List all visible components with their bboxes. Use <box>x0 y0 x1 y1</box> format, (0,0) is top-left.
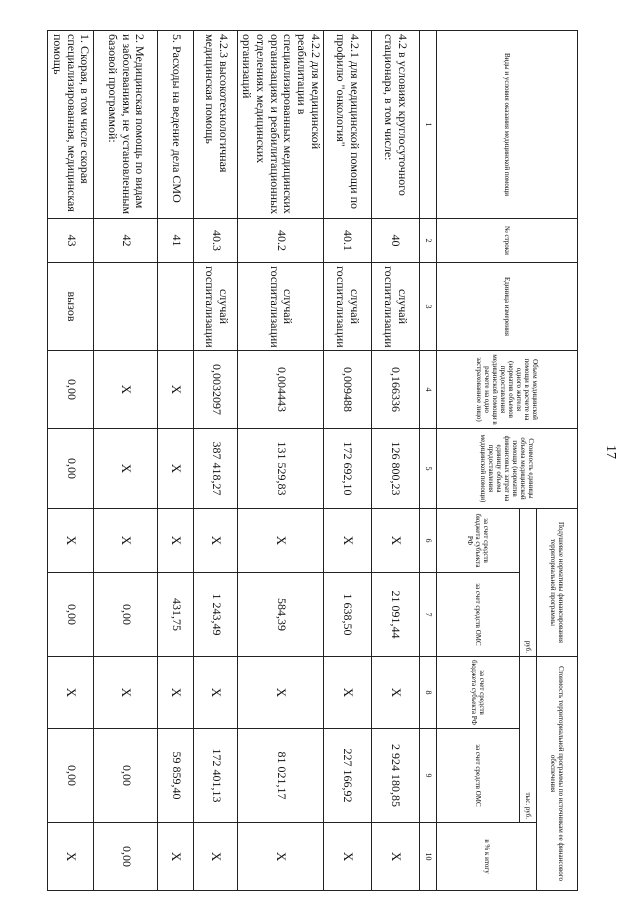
table-row <box>372 31 420 891</box>
col-number: 9 <box>420 729 437 823</box>
row-line: 43 <box>48 219 94 263</box>
header-budget-norm: за счет средств бюджета субъекта РФ <box>437 509 520 573</box>
row-line: 40.3 <box>194 219 238 263</box>
row-unit <box>94 263 158 351</box>
header-line: № строки <box>437 219 578 263</box>
row-volume: 0,009488 <box>324 351 372 429</box>
row-volume: X <box>94 351 158 429</box>
col-number: 6 <box>420 509 437 573</box>
row-percent: X <box>324 823 372 891</box>
row-volume: 0,004443 <box>238 351 324 429</box>
row-budget-cost: X <box>194 657 238 729</box>
row-budget-cost: X <box>324 657 372 729</box>
row-unit: вызов <box>48 263 94 351</box>
row-budget-norm: X <box>158 509 194 573</box>
row-oms-cost: 59 859,40 <box>158 729 194 823</box>
row-oms-norm: 0,00 <box>94 573 158 657</box>
col-number: 10 <box>420 823 437 891</box>
header-oms-cost: за счет средств ОМС <box>437 729 520 823</box>
row-unit: случай госпитализации <box>372 263 420 351</box>
header-unit-thousand: тыс. руб. <box>520 657 537 823</box>
header-percent: в % к итогу <box>437 823 537 891</box>
table-row <box>238 31 324 891</box>
row-oms-cost: 81 021,17 <box>238 729 324 823</box>
row-percent: X <box>194 823 238 891</box>
row-oms-cost: 172 401,13 <box>194 729 238 823</box>
table-row <box>324 31 372 891</box>
header-oms-norm: за счет средств ОМС <box>437 573 520 657</box>
row-budget-norm: X <box>94 509 158 573</box>
table-row <box>158 31 194 891</box>
header-group-norms: Подушевые нормативы финансирования территориальной программы <box>537 509 578 657</box>
col-number: 5 <box>420 429 437 509</box>
row-unit: случай госпитализации <box>194 263 238 351</box>
row-line: 40.1 <box>324 219 372 263</box>
page-number: 17 <box>603 445 618 459</box>
col-number: 2 <box>420 219 437 263</box>
header-volume: Объем медицинской помощи в расчете на одного жителя (норматив объемов предоставления медицинской помощи в расчете на одно застрахованное лицо) <box>437 351 578 429</box>
row-oms-norm: 1 243,49 <box>194 573 238 657</box>
table-row <box>48 31 94 891</box>
row-budget-norm: X <box>324 509 372 573</box>
row-volume: X <box>158 351 194 429</box>
row-line: 41 <box>158 219 194 263</box>
row-budget-norm: X <box>372 509 420 573</box>
rotated-table-wrapper <box>18 30 578 890</box>
row-kind: 1. Скорая, в том числе скорая специализированная, медицинская помощь <box>48 31 94 219</box>
row-oms-norm: 584,39 <box>238 573 324 657</box>
header-budget-cost: за счет средств бюджета субъекта РФ <box>437 657 520 729</box>
row-oms-cost: 0,00 <box>48 729 94 823</box>
row-budget-cost: X <box>158 657 194 729</box>
header-unit-cost: Стоимость единицы объема медицинской помощи (норматив финансовых затрат на единицу объема предоставления медицинской помощи) <box>437 429 578 509</box>
row-kind: 2. Медицинская помощь по видам и заболеваниям, не установленным базовой программой: <box>94 31 158 219</box>
row-volume: 0,0032097 <box>194 351 238 429</box>
row-percent: X <box>372 823 420 891</box>
row-oms-cost: 2 924 180,85 <box>372 729 420 823</box>
row-unit-cost: 131 529,83 <box>238 429 324 509</box>
row-line: 40.2 <box>238 219 324 263</box>
row-budget-cost: X <box>238 657 324 729</box>
col-number: 8 <box>420 657 437 729</box>
header-kind: Виды и условия оказания медицинской помощи <box>437 31 578 219</box>
row-kind: 4.2 в условиях круглосуточного стационара, в том числе: <box>372 31 420 219</box>
row-budget-cost: X <box>48 657 94 729</box>
col-number: 1 <box>420 31 437 219</box>
row-oms-norm: 21 091,44 <box>372 573 420 657</box>
row-line: 40 <box>372 219 420 263</box>
row-kind: 4.2.1 для медицинской помощи по профилю "онкология" <box>324 31 372 219</box>
table-row <box>94 31 158 891</box>
col-number: 3 <box>420 263 437 351</box>
row-unit-cost: 126 800,23 <box>372 429 420 509</box>
row-percent: X <box>238 823 324 891</box>
row-kind: 4.2.3 высокотехнологичная медицинская помощь <box>194 31 238 219</box>
header-unit-rub: руб. <box>520 509 537 657</box>
program-cost-table <box>47 30 578 891</box>
row-volume: 0,166336 <box>372 351 420 429</box>
row-oms-norm: 0,00 <box>48 573 94 657</box>
row-budget-norm: X <box>194 509 238 573</box>
row-unit <box>158 263 194 351</box>
row-budget-norm: X <box>238 509 324 573</box>
col-number: 4 <box>420 351 437 429</box>
row-percent: 0,00 <box>94 823 158 891</box>
row-oms-norm: 1 638,50 <box>324 573 372 657</box>
row-unit-cost: 172 692,10 <box>324 429 372 509</box>
row-oms-norm: 431,75 <box>158 573 194 657</box>
row-oms-cost: 0,00 <box>94 729 158 823</box>
header-group-cost: Стоимость территориальной программы по источникам ее финансового обеспечения <box>537 657 578 891</box>
header-unit: Единица измерения <box>437 263 578 351</box>
row-budget-norm: X <box>48 509 94 573</box>
row-unit: случай госпитализации <box>238 263 324 351</box>
row-oms-cost: 227 166,92 <box>324 729 372 823</box>
row-budget-cost: X <box>372 657 420 729</box>
table-row <box>194 31 238 891</box>
row-unit-cost: 387 418,27 <box>194 429 238 509</box>
row-percent: X <box>48 823 94 891</box>
row-unit-cost: 0,00 <box>48 429 94 509</box>
row-percent: X <box>158 823 194 891</box>
row-volume: 0,00 <box>48 351 94 429</box>
row-kind: 4.2.2 для медицинской реабилитации в специализированных медицинских организациях и реабилитационных отделениях медицинских организаций <box>238 31 324 219</box>
col-number: 7 <box>420 573 437 657</box>
row-unit-cost: X <box>94 429 158 509</box>
row-kind: 5. Расходы на ведение дела СМО <box>158 31 194 219</box>
row-unit: случай госпитализации <box>324 263 372 351</box>
row-line: 42 <box>94 219 158 263</box>
row-unit-cost: X <box>158 429 194 509</box>
row-budget-cost: X <box>94 657 158 729</box>
